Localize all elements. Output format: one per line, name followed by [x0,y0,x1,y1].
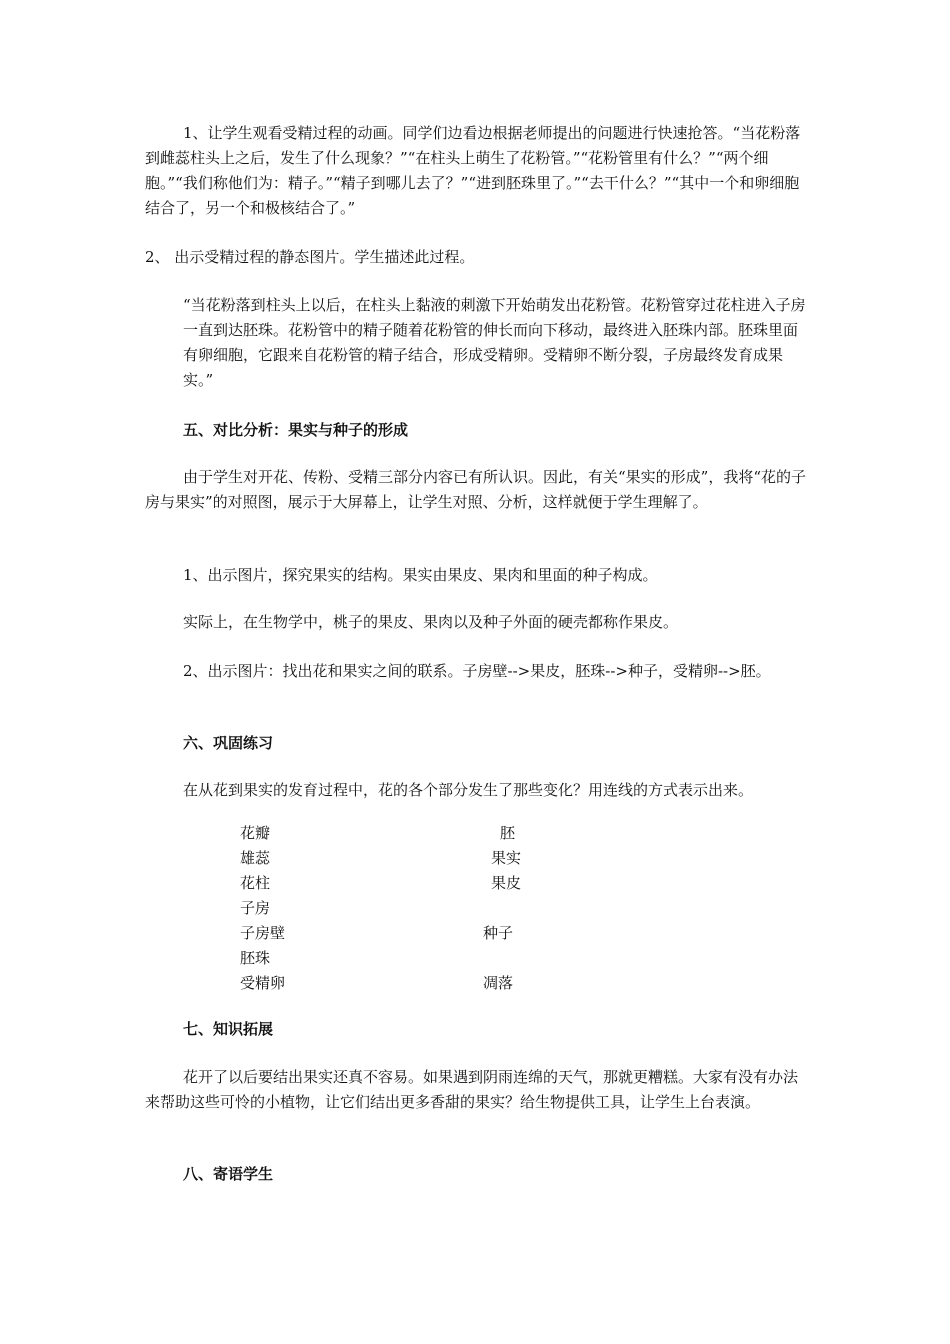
matching-left-item: 受精卵 [240,974,286,992]
paragraph-static-image: 2、 出示受精过程的静态图片。学生描述此过程。 [145,248,475,266]
paragraph-fruit-structure: 1、出示图片，探究果实的结构。果实由果皮、果肉和里面的种子构成。 [183,566,658,584]
matching-left-item: 胚珠 [240,949,271,967]
heading-section-7: 七、知识拓展 [183,1020,274,1038]
paragraph-fertilization-animation: 1、让学生观看受精过程的动画。同学们边看边根据老师提出的问题进行快速抢答。“当花粉落到雌蕊柱头上之后，发生了什么现象？”“在柱头上萌生了花粉管。”“花粉管里有什么？”“两个细胞。”“我们称他们为：精子。”“精子到哪儿去了？”“进到胚珠里了。”“去干什么？”“其中一个和卵细胞结合了，另一个和极核结合了。” [145,124,801,217]
matching-left-item: 子房壁 [240,924,286,942]
paragraph-knowledge-extension: 花开了以后要结出果实还真不容易。如果遇到阴雨连绵的天气，那就更糟糕。大家有没有办法来帮助这些可怜的小植物，让它们结出更多香甜的果实？给生物提供工具，让学生上台表演。 [145,1068,799,1111]
matching-right-item: 凋落 [483,974,514,992]
matching-right-item: 果实 [491,849,522,867]
matching-left-item: 花柱 [240,874,271,892]
heading-section-6: 六、巩固练习 [183,734,274,752]
matching-left-item: 子房 [240,899,271,917]
heading-section-8: 八、寄语学生 [183,1165,274,1183]
matching-right-item: 果皮 [491,874,522,892]
matching-right-item: 种子 [483,924,514,942]
paragraph-flower-fruit-relation: 2、出示图片：找出花和果实之间的联系。子房壁-->果皮，胚珠-->种子，受精卵-->胚。 [183,662,771,680]
matching-left-item: 雄蕊 [240,849,271,867]
paragraph-exercise-instruction: 在从花到果实的发育过程中，花的各个部分发生了那些变化？用连线的方式表示出来。 [183,781,754,799]
heading-section-5: 五、对比分析：果实与种子的形成 [183,421,409,439]
matching-left-item: 花瓣 [240,824,271,842]
paragraph-fertilization-description: “当花粉落到柱头上以后，在柱头上黏液的刺激下开始萌发出花粉管。花粉管穿过花柱进入子房一直到达胚珠。花粉管中的精子随着花粉管的伸长而向下移动，最终进入胚珠内部。胚珠里面有卵细胞，它跟来自花粉管的精子结合，形成受精卵。受精卵不断分裂，子房最终发育成果实。” [183,296,806,389]
paragraph-pericarp-note: 实际上，在生物学中，桃子的果皮、果肉以及种子外面的硬壳都称作果皮。 [183,613,679,631]
paragraph-fruit-formation: 由于学生对开花、传粉、受精三部分内容已有所认识。因此，有关“果实的形成”，我将“花的子房与果实”的对照图，展示于大屏幕上，让学生对照、分析，这样就便于学生理解了。 [145,468,807,511]
matching-right-item: 胚 [500,824,516,842]
